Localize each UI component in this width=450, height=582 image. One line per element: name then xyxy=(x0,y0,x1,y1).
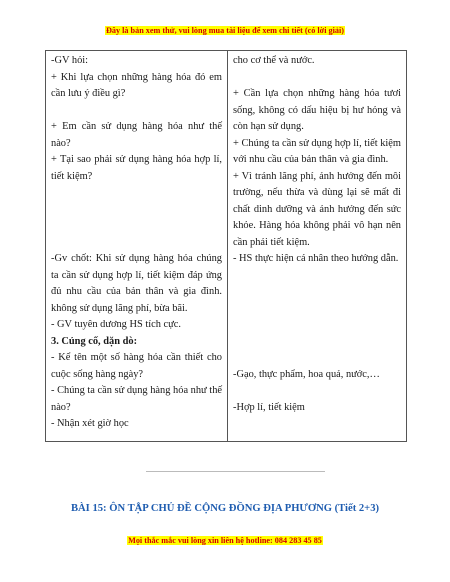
preview-notice-banner xyxy=(0,26,450,35)
student-answer-goods-list: -Gạo, thực phẩm, hoa quả, nước,… xyxy=(233,368,380,380)
student-answer-1: + Cần lựa chọn những hàng hóa tươi sống, không có dấu hiệu bị hư hỏng và còn hạn sử dụng. xyxy=(233,88,401,132)
spacer xyxy=(51,218,222,235)
teacher-question-1: + Khi lựa chọn những hàng hóa đó em cần lưu ý điều gì? xyxy=(51,71,222,99)
spacer xyxy=(51,235,222,252)
section-heading-consolidation: 3. Củng cố, dặn dò: xyxy=(51,335,138,347)
teacher-question-2: + Em cần sử dụng hàng hóa như thế nào? xyxy=(51,121,222,149)
spacer xyxy=(233,268,401,285)
student-answer-continuation: cho cơ thể và nước. xyxy=(233,55,315,66)
student-individual-task: - HS thực hiện cá nhân theo hướng dẫn. xyxy=(233,253,399,264)
lesson-title: BÀI 15: ÔN TẬP CHỦ ĐỀ CỘNG ĐỒNG ĐỊA PHƯƠNG (Tiết 2+3) xyxy=(70,503,380,514)
teacher-conclusion: -Gv chốt: Khi sử dụng hàng hóa chúng ta cần sử dụng hợp lí, tiết kiệm đáp ứng đủ nhu cầu của bản thân và gia đình. không sử dụng lãng phí, bừa bãi. xyxy=(51,253,222,314)
spacer xyxy=(233,350,401,367)
spacer xyxy=(233,70,401,87)
hotline-banner xyxy=(0,536,450,545)
teacher-activity-cell xyxy=(46,51,228,442)
spacer xyxy=(51,103,222,120)
student-answer-2: + Chúng ta cần sử dụng hợp lí, tiết kiệm với nhu cầu của bản thân và gia đình. xyxy=(233,137,401,165)
section-divider xyxy=(146,471,325,472)
student-activity-cell xyxy=(228,51,407,442)
spacer xyxy=(233,334,401,351)
lesson-activity-table xyxy=(45,50,407,442)
table-row xyxy=(46,51,407,442)
preview-notice-text: Đây là bản xem thử, vui lòng mua tài liệu để xem chi tiết (có lời giải) xyxy=(105,26,344,35)
consolidation-question-1: - Kể tên một số hàng hóa cần thiết cho cuộc sống hàng ngày? xyxy=(51,352,222,380)
spacer xyxy=(233,317,401,334)
teacher-praise: - GV tuyên dương HS tích cực. xyxy=(51,319,181,330)
teacher-question-3: + Tại sao phải sử dụng hàng hóa hợp lí, tiết kiệm? xyxy=(51,154,222,182)
student-answer-3: + Vì tránh lãng phí, ảnh hưởng đến môi trường, nếu thừa và dùng lại sẽ mất đi chất dinh dưỡng và ảnh hưởng đến sức khỏe. Hàng hóa không phải vô hạn nên cần phải tiết kiệm. xyxy=(233,170,401,248)
teacher-question-intro: -GV hỏi: xyxy=(51,55,89,66)
consolidation-question-2: - Chúng ta cần sử dụng hàng hóa như thế nào? xyxy=(51,385,222,413)
spacer xyxy=(233,383,401,400)
student-answer-usage: -Hợp lí, tiết kiệm xyxy=(233,401,305,413)
hotline-text: Mọi thắc mắc vui lòng xin liên hệ hotline: 084 283 45 85 xyxy=(128,536,322,545)
lesson-review-note: - Nhận xét giờ học xyxy=(51,418,129,429)
spacer xyxy=(233,301,401,318)
spacer xyxy=(51,185,222,202)
spacer xyxy=(51,202,222,219)
spacer xyxy=(233,284,401,301)
